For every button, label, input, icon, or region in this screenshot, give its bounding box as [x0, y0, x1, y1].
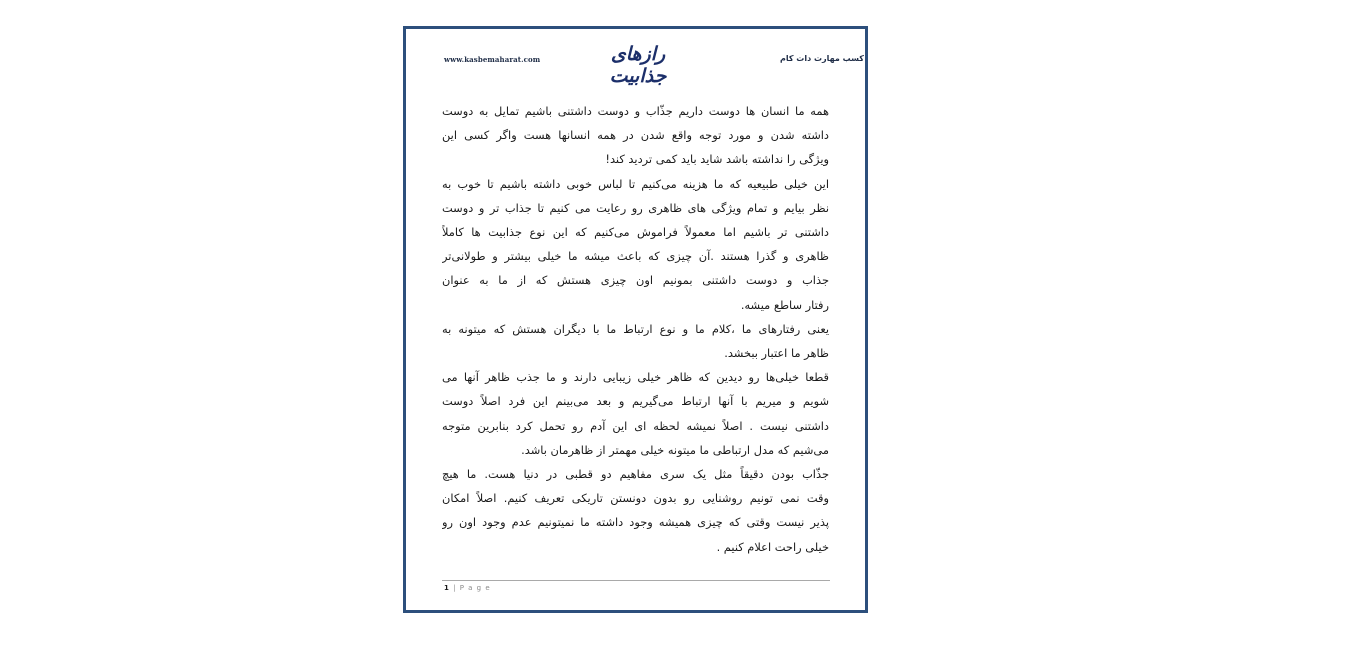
text-line: داشته شدن و مورد توجه واقع شدن در همه انسانها هست واگر کسی این — [442, 128, 829, 143]
text-line: پذیر نیست وقتی که چیزی همیشه وجود داشته ما نمیتونیم عدم وجود اون رو — [442, 515, 829, 530]
text-line: داشتنی نیست . اصلاً نمیشه لحظه ای این آدم رو تحمل کرد بنابرین متوجه — [442, 418, 829, 433]
text-line: همه ما انسان ها دوست داریم جذّاب و دوست داشتنی باشیم تمایل به دوست — [442, 104, 829, 118]
text-line: نظر بیایم و تمام ویژگی های ظاهری رو رعایت می کنیم تا جذاب تر و دوست — [442, 200, 829, 215]
text-line: یعنی رفتارهای ما ،کلام ما و نوع ارتباط ما با دیگران هستش که میتونه به — [442, 321, 829, 336]
text-line: خیلی راحت اعلام کنیم . — [716, 539, 829, 554]
page-number: 1 — [444, 584, 450, 592]
header-brand: کسب مهارت دات کام — [780, 54, 864, 63]
text-line: داشتنی تر باشیم اما معمولاً فراموش می‌کنیم که این نوع جذابیت ها کاملاً — [442, 225, 829, 240]
page-footer — [444, 584, 491, 592]
footer-separator: | — [453, 584, 457, 592]
text-line: ظاهر ما اعتبار ببخشد. — [724, 346, 829, 361]
page-title: رازهای جذابیت — [609, 43, 667, 87]
body-text — [442, 99, 829, 559]
text-line: شویم و میریم با آنها ارتباط می‌گیریم و بعد می‌بینم این فرد اصلاً دوست — [442, 394, 829, 409]
text-line: رفتار ساطع میشه. — [740, 297, 829, 312]
page-header — [406, 43, 865, 87]
footer-divider — [442, 580, 830, 581]
text-line: ظاهری و گذرا هستند .آن چیزی که باعث میشه ما خیلی بیشتر و طولانی‌تر — [442, 249, 829, 264]
text-line: این خیلی طبیعیه که ما هزینه می‌کنیم تا لباس خوبی داشته باشیم تا خوب به — [442, 176, 829, 191]
text-line: می‌شیم که مدل ارتباطی ما میتونه خیلی مهمتر از ظاهرمان باشد. — [521, 442, 829, 457]
text-line: جذاب و دوست داشتنی بمونیم اون چیزی هستش که از ما به عنوان — [442, 273, 829, 288]
document-page — [403, 26, 868, 613]
text-line: قطعا خیلی‌ها رو دیدین که ظاهر خیلی زیبایی دارند و ما جذب ظاهر آنها می — [442, 370, 829, 385]
page-label: P a g e — [459, 584, 491, 592]
header-url: www.kasbemaharat.com — [444, 55, 541, 64]
text-line: ویژگی را نداشته باشد شاید باید کمی تردید کند! — [605, 152, 829, 167]
text-line: وقت نمی تونیم روشنایی رو بدون دونستن تاریکی تعریف کنیم. اصلاً امکان — [442, 491, 829, 506]
text-line: جذّاب بودن دقیقاً مثل یک سری مفاهیم دو قطبی در دنیا هست. ما هیچ — [442, 467, 829, 482]
